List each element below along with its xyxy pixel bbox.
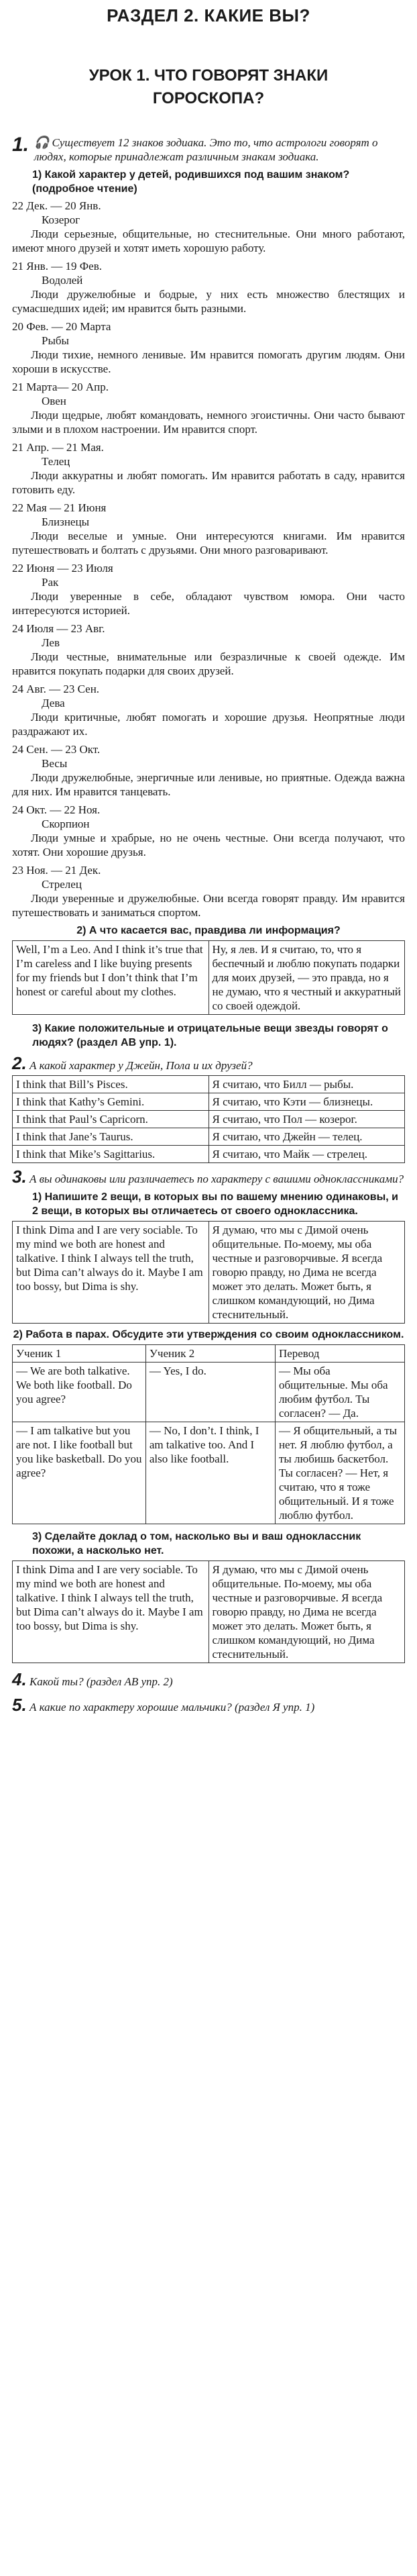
cell-english: I think Dima and I are very sociable. To my mind we both are honest and talkative. I think I always tell the truth, but Dima can’t always do it. Maybe I am too bossy, but Dima is shy. bbox=[13, 1222, 209, 1324]
sign-dates: 24 Окт. — 22 Ноя. bbox=[12, 803, 101, 816]
sign-block bbox=[12, 259, 405, 315]
sign-description: Люди аккуратны и любят помогать. Им нравится работать в саду, нравится готовить еду. bbox=[12, 469, 405, 496]
sign-description: Люди уверенные в себе, обладают чувством юмора. Они часто интересуются историей. bbox=[12, 590, 405, 617]
table-row bbox=[13, 1222, 405, 1324]
exercise-1-intro-text: Существует 12 знаков зодиака. Это то, что астрологи говорят о людях, которые принадлежат различным знакам зодиака. bbox=[34, 136, 378, 163]
exercise-1 bbox=[12, 136, 405, 1050]
exercise-1-question-1: 1) Какой характер у детей, родившихся под вашим знаком? (подробное чтение) bbox=[32, 169, 350, 195]
sign-dates: 24 Июля — 23 Авг. bbox=[12, 622, 105, 635]
table-row bbox=[13, 1111, 405, 1128]
sign-name: Близнецы bbox=[42, 515, 89, 528]
sign-dates: 23 Ноя. — 21 Дек. bbox=[12, 864, 101, 877]
answer-english: Well, I’m a Leo. And I think it’s true that I’m careless and I like buying presents for my friends but I don’t think that I’m honest or careful about my clothes. bbox=[13, 941, 209, 1015]
sign-description: Люди честные, внимательные или безразличные к своей одежде. Им нравится покупать подарки для своих друзей. bbox=[12, 650, 405, 677]
exercise-2-question-text: А какой характер у Джейн, Пола и их друзей? bbox=[29, 1059, 253, 1072]
table-row bbox=[13, 1093, 405, 1111]
exercise-2-table bbox=[12, 1075, 405, 1163]
exercise-4-line bbox=[12, 1669, 405, 1689]
sign-block bbox=[12, 561, 405, 617]
cell-english: I think that Paul’s Capricorn. bbox=[13, 1111, 209, 1128]
lesson-title bbox=[12, 64, 405, 110]
exercise-3-table-1 bbox=[12, 1221, 405, 1324]
sign-block bbox=[12, 319, 405, 376]
exercise-3 bbox=[12, 1167, 405, 1663]
exercise-1-intro bbox=[12, 136, 405, 164]
sign-description: Люди дружелюбные и бодрые, у них есть множество блестящих и сумасшедших идей; им нравится быть разными. bbox=[12, 288, 405, 315]
exercise-4-text: Какой ты? (раздел АВ упр. 2) bbox=[29, 1675, 173, 1688]
sign-block bbox=[12, 501, 405, 557]
lesson-title-line-1: УРОК 1. ЧТО ГОВОРЯТ ЗНАКИ bbox=[88, 66, 329, 85]
cell-russian: Я считаю, что Джейн — телец. bbox=[208, 1128, 405, 1146]
cell-english: I think that Jane’s Taurus. bbox=[13, 1128, 209, 1146]
exercise-5 bbox=[12, 1695, 405, 1715]
cell-russian: Я считаю, что Пол — козерог. bbox=[208, 1111, 405, 1128]
sign-dates: 24 Авг. — 23 Сен. bbox=[12, 683, 100, 695]
sign-dates: 21 Марта— 20 Апр. bbox=[12, 381, 109, 393]
table-row bbox=[13, 1146, 405, 1163]
sign-dates: 22 Дек. — 20 Янв. bbox=[12, 199, 101, 212]
column-header: Ученик 1 bbox=[13, 1345, 146, 1363]
table-row bbox=[13, 1422, 405, 1524]
answer-russian: Ну, я лев. И я считаю, то, что я беспечный и люблю покупать подарки для моих друзей, — это правда, но я не думаю, что я честный и аккуратный со своей одеждой. bbox=[208, 941, 405, 1015]
table-row bbox=[13, 1128, 405, 1146]
sign-dates: 22 Июня — 23 Июля bbox=[12, 562, 113, 575]
exercise-3-question-1: 1) Напишите 2 вещи, в которых вы по вашему мнению одинаковы, и 2 вещи, в которых вы отличаетесь от своего одноклассника. bbox=[32, 1191, 398, 1217]
sign-block bbox=[12, 380, 405, 436]
cell-english: I think that Bill’s Pisces. bbox=[13, 1076, 209, 1093]
cell-english: I think Dima and I are very sociable. To my mind we both are honest and talkative. I think I always tell the truth, but Dima can’t always do it. Maybe I am too bossy, but Dima is shy. bbox=[13, 1561, 209, 1663]
exercise-3-question-2: 2) Работа в парах. Обсудите эти утверждения со своим одноклассником. bbox=[13, 1329, 404, 1340]
sign-description: Люди тихие, немного ленивые. Им нравится помогать другим людям. Они хороши в искусстве. bbox=[12, 348, 405, 375]
exercise-3-question-text: А вы одинаковы или различаетесь по характеру с вашими одноклассниками? bbox=[29, 1173, 404, 1185]
exercise-3-question bbox=[12, 1167, 405, 1187]
sign-block bbox=[12, 199, 405, 255]
cell-russian: Я считаю, что Майк — стрелец. bbox=[208, 1146, 405, 1163]
cell-russian: Я считаю, что Билл — рыбы. bbox=[208, 1076, 405, 1093]
exercise-2-number: 2. bbox=[12, 1053, 27, 1073]
exercise-3-question-3: 3) Сделайте доклад о том, насколько вы и ваш одноклассник похожи, а насколько нет. bbox=[32, 1531, 361, 1556]
exercise-2 bbox=[12, 1053, 405, 1163]
exercise-1-question-2: 2) А что касается вас, правдива ли информация? bbox=[76, 925, 341, 936]
exercise-3-number: 3. bbox=[12, 1167, 27, 1187]
sign-description: Люди уверенные и дружелюбные. Они всегда говорят правду. Им нравится путешествовать и заниматься спортом. bbox=[12, 892, 405, 919]
sign-block bbox=[12, 622, 405, 678]
cell-english: I think that Kathy’s Gemini. bbox=[13, 1093, 209, 1111]
exercise-4-number: 4. bbox=[12, 1669, 27, 1689]
exercise-1-number: 1. bbox=[12, 134, 29, 156]
sign-name: Лев bbox=[42, 636, 60, 649]
cell-russian: Я думаю, что мы с Димой очень общительные. По-моему, мы оба честные и разговорчивые. Я всегда говорю правду, но Дима не всегда может это делать. Может быть, я слишком командующий, но Дима стеснительный. bbox=[208, 1561, 405, 1663]
sign-description: Люди серьезные, общительные, но стеснительные. Они много работают, имеют много друзей и хотят иметь хорошую работу. bbox=[12, 228, 405, 254]
sign-name: Рыбы bbox=[42, 334, 69, 347]
sign-block bbox=[12, 682, 405, 738]
sign-description: Люди критичные, любят помогать и хорошие друзья. Неопрятные люди раздражают их. bbox=[12, 711, 405, 738]
sign-name: Весы bbox=[42, 757, 68, 770]
cell-student-1: — We are both talkative. We both like football. Do you agree? bbox=[13, 1363, 146, 1422]
sign-block bbox=[12, 440, 405, 497]
sign-dates: 24 Сен. — 23 Окт. bbox=[12, 743, 101, 756]
sign-block bbox=[12, 742, 405, 799]
table-header-row bbox=[13, 1345, 405, 1363]
sign-block bbox=[12, 863, 405, 920]
sign-name: Козерог bbox=[42, 213, 80, 226]
exercise-2-question bbox=[12, 1053, 405, 1073]
sign-description: Люди щедрые, любят командовать, немного эгоистичны. Они часто бывают злыми и в плохом настроении. Им нравится спорт. bbox=[12, 409, 405, 436]
cell-translation: — Мы оба общительные. Мы оба любим футбол. Ты согласен? — Да. bbox=[275, 1363, 404, 1422]
sign-name: Телец bbox=[42, 455, 70, 468]
cell-student-2: — No, I don’t. I think, I am talkative too. And I also like football. bbox=[145, 1422, 275, 1524]
sign-name: Стрелец bbox=[42, 878, 82, 891]
sign-description: Люди веселые и умные. Они интересуются книгами. Им нравится путешествовать и болтать с друзьями. Они много разговаривают. bbox=[12, 530, 405, 556]
exercise-1-question-3: 3) Какие положительные и отрицательные вещи звезды говорят о людях? (раздел АВ упр. 1). bbox=[32, 1023, 388, 1048]
cell-student-1: — I am talkative but you are not. I like football but you like basketball. Do you agree? bbox=[13, 1422, 146, 1524]
cell-russian: Я считаю, что Кэти — близнецы. bbox=[208, 1093, 405, 1111]
sign-description: Люди умные и храбрые, но не очень честные. Они всегда получают, что хотят. Они хорошие друзья. bbox=[12, 832, 405, 858]
lesson-title-line-2: ГОРОСКОПА? bbox=[152, 89, 265, 107]
sign-dates: 21 Янв. — 19 Фев. bbox=[12, 260, 102, 273]
table-row bbox=[13, 941, 405, 1015]
table-row bbox=[13, 1363, 405, 1422]
sign-description: Люди дружелюбные, энергичные или ленивые, но приятные. Одежда важна для них. Им нравится танцевать. bbox=[12, 771, 405, 798]
cell-translation: — Я общительный, а ты нет. Я люблю футбол, а ты любишь баскетбол. Ты согласен? — Нет, я считаю, что я тоже общительный. И я тоже люблю футбол. bbox=[275, 1422, 404, 1524]
sign-name: Рак bbox=[42, 576, 59, 589]
sign-dates: 20 Фев. — 20 Марта bbox=[12, 320, 111, 333]
exercise-1-answer-table bbox=[12, 940, 405, 1015]
column-header: Ученик 2 bbox=[145, 1345, 275, 1363]
cell-english: I think that Mike’s Sagittarius. bbox=[13, 1146, 209, 1163]
table-row bbox=[13, 1561, 405, 1663]
headphones-icon: 🎧 bbox=[34, 136, 50, 149]
exercise-5-line bbox=[12, 1695, 405, 1715]
sign-dates: 22 Мая — 21 Июня bbox=[12, 501, 107, 514]
sign-dates: 21 Апр. — 21 Мая. bbox=[12, 441, 104, 454]
exercise-5-number: 5. bbox=[12, 1695, 27, 1715]
exercise-3-table-2 bbox=[12, 1344, 405, 1524]
cell-russian: Я думаю, что мы с Димой очень общительные. По-моему, мы оба честные и разговорчивые. Я всегда говорю правду, но Дима не всегда может это делать. Может быть, я слишком командующий, но Дима стеснительный. bbox=[208, 1222, 405, 1324]
sign-name: Водолей bbox=[42, 274, 83, 287]
sign-name: Дева bbox=[42, 697, 65, 709]
section-title: РАЗДЕЛ 2. КАКИЕ ВЫ? bbox=[107, 5, 310, 26]
exercise-3-table-3 bbox=[12, 1561, 405, 1663]
sign-block bbox=[12, 803, 405, 859]
column-header: Перевод bbox=[275, 1345, 404, 1363]
zodiac-signs-list bbox=[12, 199, 405, 920]
cell-student-2: — Yes, I do. bbox=[145, 1363, 275, 1422]
exercise-5-text: А какие по характеру хорошие мальчики? (раздел Я упр. 1) bbox=[29, 1701, 315, 1714]
table-row bbox=[13, 1076, 405, 1093]
exercise-4 bbox=[12, 1669, 405, 1689]
sign-name: Овен bbox=[42, 395, 66, 407]
sign-name: Скорпион bbox=[42, 818, 90, 830]
